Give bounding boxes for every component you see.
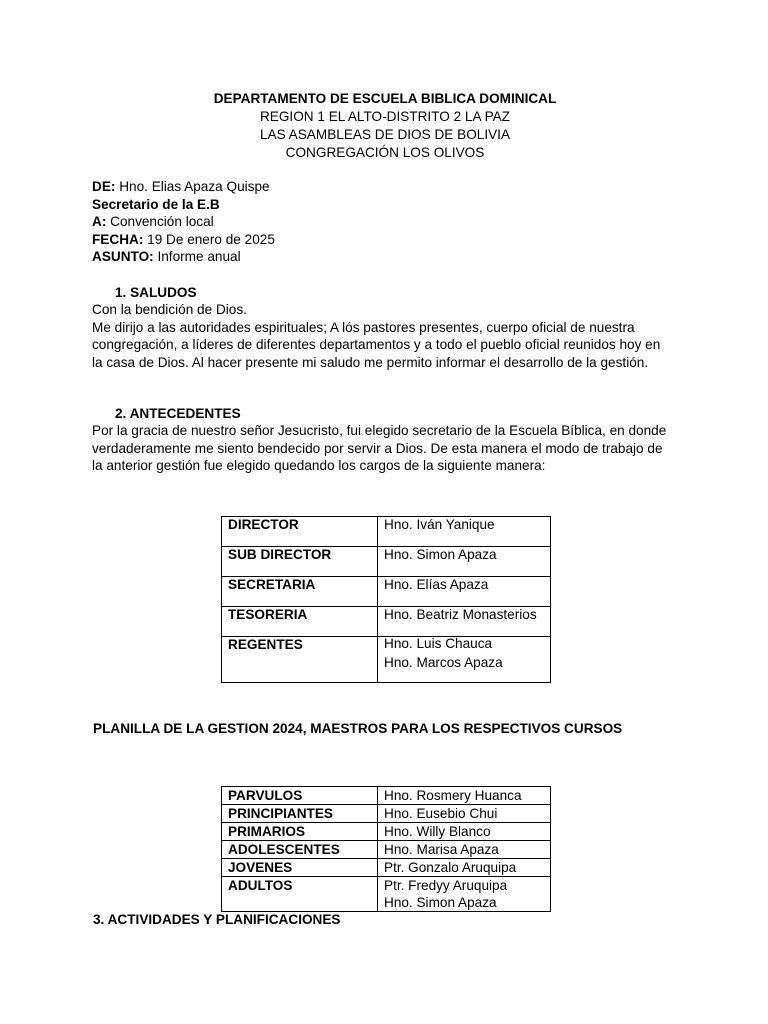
actividades-heading: 3. ACTIVIDADES Y PLANIFICACIONES xyxy=(93,912,341,927)
table-row xyxy=(222,859,551,877)
antecedentes-paragraph: Por la gracia de nuestro señor Jesucristo, fui elegido secretario de la Escuela Bíblica, en donde verdaderamente me siento bendecido por servir a Dios. De esta manera el modo de trabajo de la anterior gestión fue elegido quedando los cargos de la siguiente manera: xyxy=(92,423,667,474)
memo-meta xyxy=(92,178,275,266)
teacher-name: Hno. Rosmery Huanca xyxy=(378,787,551,805)
saludos-heading: 1. SALUDOS xyxy=(115,285,197,300)
header-department: DEPARTAMENTO DE ESCUELA BIBLICA DOMINICAL xyxy=(213,91,557,106)
planilla-title: PLANILLA DE LA GESTION 2024, MAESTROS PARA LOS RESPECTIVOS CURSOS xyxy=(93,721,623,736)
section-antecedentes xyxy=(92,405,672,475)
table-row xyxy=(222,637,551,683)
table-row xyxy=(222,877,551,912)
teacher-name: Ptr. Fredyy Aruquipa xyxy=(384,878,508,893)
cargo-name: Hno. Simon Apaza xyxy=(378,547,551,577)
course-name: PRINCIPIANTES xyxy=(222,805,378,823)
cargo-names xyxy=(378,637,551,683)
cargo-name: Hno. Iván Yanique xyxy=(378,517,551,547)
cargo-name: Hno. Elías Apaza xyxy=(378,577,551,607)
teacher-name: Hno. Simon Apaza xyxy=(384,895,497,910)
section-saludos xyxy=(92,284,672,371)
course-name: JOVENES xyxy=(222,859,378,877)
header-organization: LAS ASAMBLEAS DE DIOS DE BOLIVIA xyxy=(259,127,511,142)
meta-date: FECHA: 19 De enero de 2025 xyxy=(92,231,275,247)
cargo-name: Hno. Luis Chauca xyxy=(384,636,493,651)
cargo-role: TESORERIA xyxy=(222,607,378,637)
table-row xyxy=(222,787,551,805)
table-row xyxy=(222,577,551,607)
cargo-role: SUB DIRECTOR xyxy=(222,547,378,577)
cargo-role: DIRECTOR xyxy=(222,517,378,547)
header-congregation: CONGREGACIÓN LOS OLIVOS xyxy=(285,145,485,160)
table-row xyxy=(222,547,551,577)
cargo-role: REGENTES xyxy=(222,637,378,683)
course-name: ADOLESCENTES xyxy=(222,841,378,859)
saludos-paragraph: Me dirijo a las autoridades espirituales; A lós pastores presentes, cuerpo oficial de nuestra congregación, a líderes de diferentes departamentos y a todo el pueblo oficial reunidos hoy en la casa de Dios. Al hacer presente mi saludo me permito informar el desarrollo de la gestión. xyxy=(92,319,661,370)
cargo-name: Hno. Beatriz Monasterios xyxy=(378,607,551,637)
cargo-role: SECRETARIA xyxy=(222,577,378,607)
table-row xyxy=(222,841,551,859)
course-name: PARVULOS xyxy=(222,787,378,805)
course-name: PRIMARIOS xyxy=(222,823,378,841)
meta-to: A: Convención local xyxy=(92,214,214,230)
teacher-name: Ptr. Gonzalo Aruquipa xyxy=(378,859,551,877)
meta-subject: ASUNTO: Informe anual xyxy=(92,249,241,265)
antecedentes-heading: 2. ANTECEDENTES xyxy=(115,406,241,421)
saludos-line: Con la bendición de Dios. xyxy=(92,302,247,318)
table-row xyxy=(222,823,551,841)
teacher-names xyxy=(378,877,551,912)
document-header xyxy=(0,90,768,162)
teacher-name: Hno. Willy Blanco xyxy=(378,823,551,841)
table-row xyxy=(222,517,551,547)
table-row xyxy=(222,805,551,823)
table-row xyxy=(222,607,551,637)
cargo-name: Hno. Marcos Apaza xyxy=(384,654,503,670)
teacher-name: Hno. Eusebio Chui xyxy=(378,805,551,823)
cargos-table xyxy=(221,516,551,683)
maestros-table xyxy=(221,786,551,912)
teacher-name: Hno. Marisa Apaza xyxy=(378,841,551,859)
header-region: REGION 1 EL ALTO-DISTRITO 2 LA PAZ xyxy=(259,109,511,124)
meta-position: Secretario de la E.B xyxy=(92,196,220,212)
course-name: ADULTOS xyxy=(222,877,378,912)
meta-from: DE: Hno. Elias Apaza Quispe xyxy=(92,179,270,194)
